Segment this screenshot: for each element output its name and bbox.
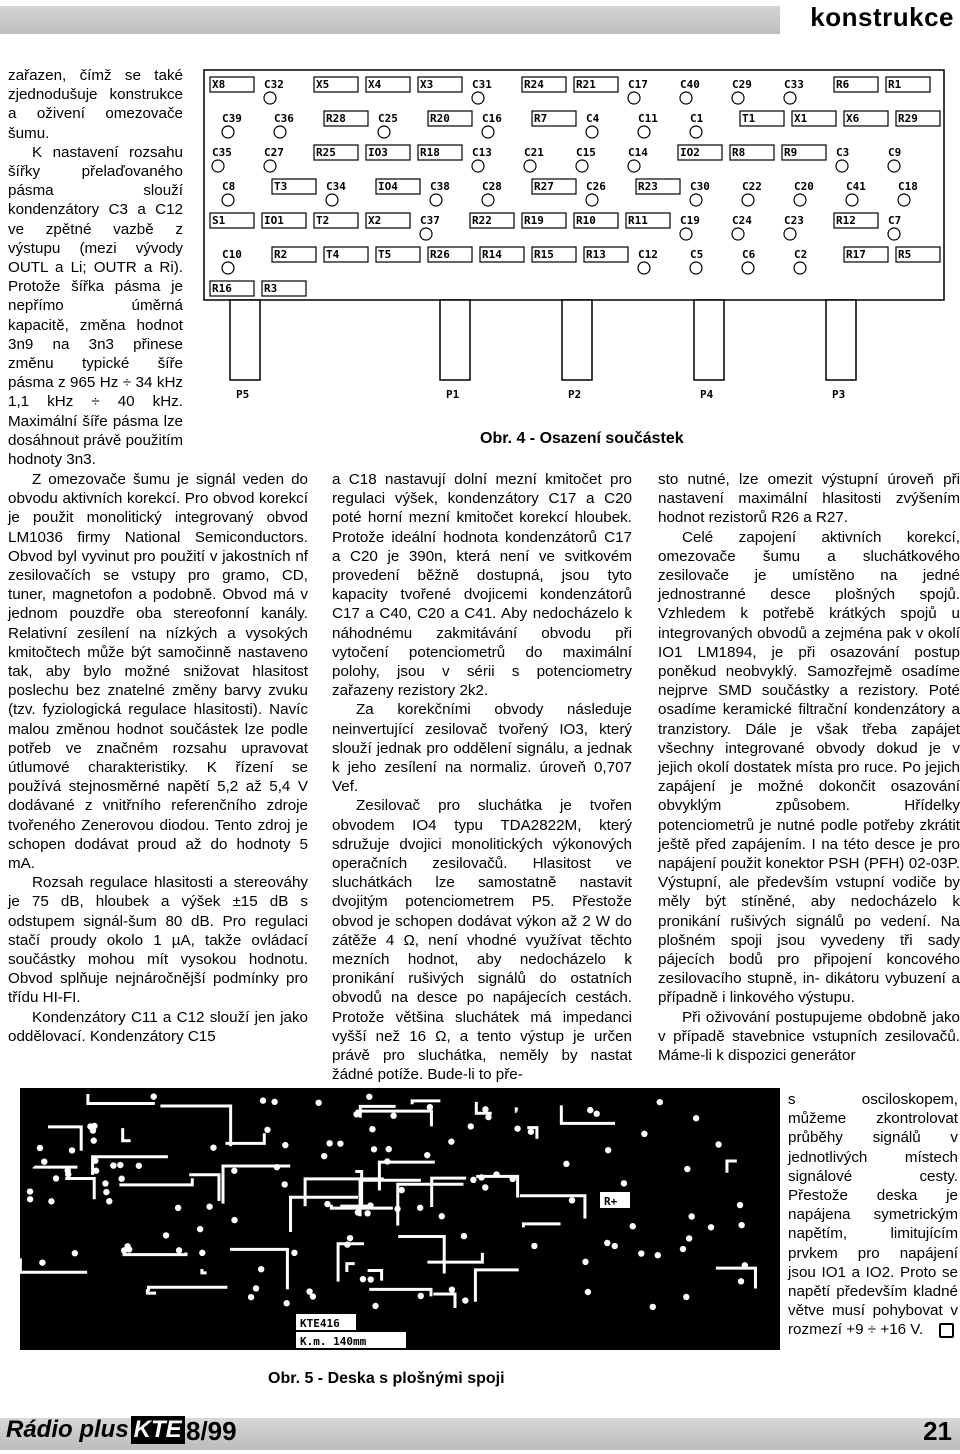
component-label: R24 bbox=[524, 78, 544, 91]
pcb-pad bbox=[371, 1146, 377, 1152]
pcb-pad bbox=[136, 1163, 142, 1169]
pcb-pad bbox=[337, 1140, 343, 1146]
pcb-figure bbox=[20, 1082, 780, 1358]
page-footer bbox=[0, 1414, 960, 1454]
component-label: C29 bbox=[732, 78, 752, 91]
pcb-pad bbox=[448, 1138, 454, 1144]
pcb-pad bbox=[163, 1232, 169, 1238]
component-label: R21 bbox=[576, 78, 596, 91]
component-label: S1 bbox=[212, 214, 226, 227]
component-label: C28 bbox=[482, 180, 502, 193]
pcb-pad bbox=[738, 1222, 744, 1228]
pcb-pad bbox=[582, 1259, 588, 1265]
pcb-pad bbox=[231, 1217, 237, 1223]
pcb-pad bbox=[461, 1233, 467, 1239]
component-label: C19 bbox=[680, 214, 700, 227]
component-label: R23 bbox=[638, 180, 658, 193]
component-label: C14 bbox=[628, 146, 648, 159]
component-label: R5 bbox=[898, 248, 912, 261]
paragraph-text: s osciloskopem, můžeme zkontrolovat průběhy signálů v jednotlivých místech signálové cesty. Přestože deska je napájena symetrickým napětím, limitujícím prvkem pro napájení jsou IO1 a IO2. Proto se napětí především kladné větve musí pohybovat v rozmezí +9 ÷ +16 V. bbox=[788, 1091, 958, 1339]
pcb-pad bbox=[449, 1286, 455, 1292]
component-label: C9 bbox=[888, 146, 902, 159]
article-column-1-top bbox=[8, 66, 183, 469]
article-column-1-bottom bbox=[8, 470, 308, 1046]
pcb-pad bbox=[398, 1187, 404, 1193]
component-label: C12 bbox=[638, 248, 658, 261]
pcb-pad bbox=[324, 1201, 330, 1207]
component-label: R11 bbox=[628, 214, 648, 227]
pcb-pad bbox=[258, 1266, 264, 1272]
component-label: R13 bbox=[586, 248, 606, 261]
component-label: R18 bbox=[420, 146, 440, 159]
pcb-pad bbox=[106, 1198, 112, 1204]
pcb-pad bbox=[27, 1196, 33, 1202]
component-label: T3 bbox=[274, 180, 288, 193]
component-label: C15 bbox=[576, 146, 596, 159]
potentiometer-label: P5 bbox=[236, 388, 250, 401]
pcb-pad bbox=[680, 1246, 686, 1252]
component-label: R25 bbox=[316, 146, 336, 159]
pcb-pad bbox=[470, 1177, 476, 1183]
pcb-pad bbox=[368, 1276, 374, 1282]
section-title: konstrukce bbox=[810, 2, 954, 32]
pcb-pad bbox=[103, 1189, 109, 1195]
component-label: C1 bbox=[690, 112, 704, 125]
pcb-pad bbox=[151, 1093, 157, 1099]
pcb-pad bbox=[621, 1180, 627, 1186]
pcb-pad bbox=[283, 1300, 289, 1306]
pcb-pad bbox=[197, 1226, 203, 1232]
component-label: IO3 bbox=[368, 146, 388, 159]
component-label: C37 bbox=[420, 214, 440, 227]
pcb-trace bbox=[340, 1205, 367, 1206]
pcb-pad bbox=[124, 1243, 130, 1249]
issue-number: 8/99 bbox=[186, 1416, 237, 1446]
pcb-pad bbox=[630, 1223, 636, 1229]
pcb-pad bbox=[369, 1126, 375, 1132]
pcb-pad bbox=[482, 1184, 488, 1190]
paragraph: Za korekčními obvody následuje neinvertující zesilovač tvořený IO3, který slouží jednak pro oddělení signálu, a jednak k jeho zesílení na normaliz. úroveň 0,707 Vef. bbox=[332, 701, 632, 796]
pcb-pad bbox=[594, 1111, 600, 1117]
component-label: C38 bbox=[430, 180, 450, 193]
pcb-pad bbox=[569, 1197, 575, 1203]
paragraph: a C18 nastavují dolní mezní kmitočet pro regulaci výšek, kondenzátory C17 a C20 poté horní mezní kmitočet korekcí hloubek. Protože ideální hodnota kondenzátorů C17 a C20 je 390n, která není ve svitkovém provedení běžně dostupná, jsou tyto kapacity tvořené dvojicemi kondenzátorů C17 a C40, C20 a C41. Aby nedocházelo k náhodnému zakmitávání obvodu při vytočení potenciometrů do maximální polohy, jsou v sérii s potenciometry zařazeny rezistory 2k2. bbox=[332, 471, 632, 700]
component-label: T1 bbox=[742, 112, 756, 125]
component-label: C7 bbox=[888, 214, 902, 227]
component-label: C39 bbox=[222, 112, 242, 125]
component-label: C32 bbox=[264, 78, 284, 91]
component-label: R17 bbox=[846, 248, 866, 261]
page-number: 21 bbox=[923, 1416, 952, 1446]
component-label: T4 bbox=[326, 248, 340, 261]
pcb-pad bbox=[366, 1094, 372, 1100]
component-label: C30 bbox=[690, 180, 710, 193]
component-label: R12 bbox=[836, 214, 856, 227]
pcb-pad bbox=[372, 1303, 378, 1309]
pcb-label-kte416: KTE416 bbox=[300, 1317, 340, 1330]
component-label: C2 bbox=[794, 248, 808, 261]
end-of-article-icon bbox=[939, 1323, 954, 1338]
pcb-pad bbox=[65, 1167, 71, 1173]
pcb-pad bbox=[91, 1137, 97, 1143]
component-label: C31 bbox=[472, 78, 492, 91]
pcb-pad bbox=[271, 1099, 277, 1105]
component-label: C3 bbox=[836, 146, 850, 159]
pcb-pad bbox=[175, 1205, 181, 1211]
pcb-pad bbox=[260, 1097, 266, 1103]
article-column-2 bbox=[332, 470, 632, 1085]
paragraph: Zesilovač pro sluchátka je tvořen obvodem IO4 typu TDA2822M, který sdružuje dvojici monolitických výkonových operačních zesilovačů. Hlasitost ve sluchátkách lze samostatně nastavit dvojitým potenciometrem P5. Přestože obvod je schopen dodávat výkon až 2 W do zátěže 4 Ω, není vhodné využívat těchto mezních hodnot, aby nedocházelo k pronikání rušivých signálů do ostatních obvodů na desce po napájecích cestách. Protože většina sluchátek má impedanci vyšší než 16 Ω, a tento výstup je určen právě pro sluchátka, neměly by nastat žádné potíže. Bude-li to pře- bbox=[332, 797, 632, 1084]
component-label: C13 bbox=[472, 146, 492, 159]
component-label: R16 bbox=[212, 282, 232, 295]
pcb-pad bbox=[638, 1250, 644, 1256]
pcb-pad bbox=[53, 1175, 59, 1181]
pcb-pad bbox=[715, 1141, 721, 1147]
pcb-pad bbox=[93, 1168, 99, 1174]
pcb-pad bbox=[306, 1288, 312, 1294]
magazine-name bbox=[6, 1416, 185, 1444]
component-label: C41 bbox=[846, 180, 866, 193]
component-label: R9 bbox=[784, 146, 798, 159]
pcb-pad bbox=[418, 1293, 424, 1299]
pcb-pad bbox=[657, 1099, 663, 1105]
pcb-pad bbox=[364, 1210, 370, 1216]
pcb-pad bbox=[48, 1198, 54, 1204]
pcb-pad bbox=[605, 1147, 611, 1153]
component-label: C21 bbox=[524, 146, 544, 159]
component-layout-figure bbox=[190, 62, 960, 447]
pcb-pad bbox=[92, 1158, 98, 1164]
pcb-pad bbox=[737, 1202, 743, 1208]
pcb-pad bbox=[176, 1247, 182, 1253]
component-label: C24 bbox=[732, 214, 752, 227]
pcb-pad bbox=[27, 1188, 33, 1194]
pcb-pad bbox=[248, 1294, 254, 1300]
article-column-3-bottom bbox=[788, 1090, 958, 1340]
pcb-pad bbox=[528, 1129, 534, 1135]
pcb-pad bbox=[384, 1158, 390, 1164]
component-label: T2 bbox=[316, 214, 330, 227]
component-label: C6 bbox=[742, 248, 756, 261]
pcb-pad bbox=[531, 1243, 537, 1249]
pcb-pad bbox=[738, 1278, 744, 1284]
pcb-label-scale: K.m. 140mm bbox=[300, 1335, 367, 1348]
component-label: C27 bbox=[264, 146, 284, 159]
component-label: R14 bbox=[482, 248, 502, 261]
component-label: IO4 bbox=[378, 180, 398, 193]
component-label: R2 bbox=[274, 248, 288, 261]
pcb-pad bbox=[210, 1144, 216, 1150]
component-label: R28 bbox=[326, 112, 346, 125]
pcb-pad bbox=[353, 1111, 359, 1117]
component-label: R26 bbox=[430, 248, 450, 261]
header-bar bbox=[0, 6, 780, 34]
pcb-pad bbox=[199, 1250, 205, 1256]
pcb-pad bbox=[641, 1131, 647, 1137]
pcb-pad bbox=[514, 1125, 520, 1131]
component-label: X8 bbox=[212, 78, 226, 91]
pcb-pad bbox=[69, 1147, 75, 1153]
pcb-pad bbox=[118, 1176, 124, 1182]
potentiometer-label: P1 bbox=[446, 388, 460, 401]
paragraph: zařazen, čímž se také zjednodušuje konstrukce a oživení omezovače šumu. bbox=[8, 67, 183, 142]
paragraph: sto nutné, lze omezit výstupní úroveň při nastavení maximální hlasitosti zvýšením hodnot rezistorů R26 a R27. bbox=[658, 471, 960, 527]
component-label: R8 bbox=[732, 146, 746, 159]
paragraph: Z omezovače šumu je signál veden do obvodu aktivních korekcí. Pro obvod korekcí je použit monolitický integrovaný obvod LM1036 firmy National Semiconductors. Obvod byl vyvinut pro použití v jakostních nf zesilovačích se vstupy pro gramo, CD, tuner, magnetofon a podobně. Obvod má v jednom pouzdře oba stereofonní kanály. Relativní zesílení na nízkých a vysokých kmitočtech může být samočinně nastaveno tak, aby bylo možné snižovat hlasitost poslechu bez znatelné změny barvy zvuku (tzv. fyziologická regulace hlasitosti). Navíc malou změnou hodnot součástek lze podle potřeb ve značném rozsahu upravovat útlumové charakteristiky. K řízení se používá stejnosměrné napětí 5,2 až 5,4 V dodávané z vnitřního referenčního zdroje tvořeného Zenerovou diodou. Tento zdroj je schopen dodávat proud až do hodnoty 5 mA. bbox=[8, 471, 308, 873]
component-label: R6 bbox=[836, 78, 850, 91]
component-label: X3 bbox=[420, 78, 434, 91]
pcb-pad bbox=[439, 1213, 445, 1219]
pcb-pad bbox=[510, 1176, 516, 1182]
component-label: C16 bbox=[482, 112, 502, 125]
component-label: C26 bbox=[586, 180, 606, 193]
component-label: R27 bbox=[534, 180, 554, 193]
pcb-label-rplus: R+ bbox=[604, 1195, 618, 1208]
pcb-pad bbox=[39, 1259, 45, 1265]
pcb-pad bbox=[117, 1162, 123, 1168]
pcb-pad bbox=[344, 1241, 350, 1247]
pcb-pad bbox=[355, 1209, 361, 1215]
component-label: IO2 bbox=[680, 146, 700, 159]
pcb-pad bbox=[686, 1235, 692, 1241]
paragraph: Rozsah regulace hlasitosti a stereováhy je 75 dB, hloubek a výšek ±15 dB s odstupem signál-šum 80 dB. Pro regulaci stačí proudy okolo 1 µA, takže ovládací součástky mohou mít vysokou hodnotu. Obvod splňuje nejnáročnější podmínky pro třídu HI-FI. bbox=[8, 874, 308, 1007]
component-label: C34 bbox=[326, 180, 346, 193]
paragraph bbox=[788, 1090, 958, 1340]
component-layout-drawing bbox=[190, 62, 960, 412]
pcb-pad bbox=[41, 1158, 47, 1164]
pcb-pad bbox=[281, 1181, 287, 1187]
component-label: C17 bbox=[628, 78, 648, 91]
pcb-pad bbox=[110, 1162, 116, 1168]
component-label: C35 bbox=[212, 146, 232, 159]
paragraph: K nastavení rozsahu šířky přelaďovaného pásma slouží kondenzátory C3 a C12 ve zpětné vazbě z výstupu (mezi vývody OUTL a Li; OUTR a Ri). Protože šířka pásma je nepřímo úměrná kapacitě, změna hodnot 3n9 na 3n3 přinese změnu typické šíře pásma z 965 Hz ÷ 34 kHz 1,1 kHz ÷ 40 kHz. Maximální šíře pásma lze dosáhnout právě použitím hodnoty 3n3. bbox=[8, 143, 183, 469]
kte-logo: KTE bbox=[131, 1416, 185, 1444]
pcb-pad bbox=[321, 1153, 327, 1159]
potentiometer-label: P4 bbox=[700, 388, 714, 401]
pcb-pad bbox=[688, 1213, 694, 1219]
component-label: R15 bbox=[534, 248, 554, 261]
pcb-pad bbox=[482, 1106, 488, 1112]
pcb-pad bbox=[360, 1276, 366, 1282]
component-label: C20 bbox=[794, 180, 814, 193]
component-label: C5 bbox=[690, 248, 704, 261]
pcb-drawing bbox=[20, 1082, 780, 1358]
pcb-pad bbox=[655, 1252, 661, 1258]
pcb-pad bbox=[347, 1235, 353, 1241]
pcb-pad bbox=[478, 1174, 484, 1180]
component-label: R22 bbox=[472, 214, 492, 227]
pcb-pad bbox=[367, 1202, 373, 1208]
component-label: X5 bbox=[316, 78, 330, 91]
pcb-pad bbox=[315, 1100, 321, 1106]
paragraph: Celé zapojení aktivních korekcí, omezovače šumu a sluchátkového zesilovače je umístěno na jedné jednostranné desce plošných spojů. Vzhledem k potřebě krátkých spojů u integrovaných obvodů a zejména pak v okolí IO1 LM1894, je při osazování postup poněkud neobvyklý. Samozřejmě osadíme nejprve SMD součástky a rezistory. Poté osadíme keramické filtrační kondenzátory a tranzistory. Dále je však třeba zapájet všechny integrované obvody dokud je v jejich okolí dostatek místa pro ruce. Po jejich zapájení je možné dokončit osazování obvyklým způsobem. Hřídelky potenciometrů je nutné podle potřeby zkrátit ještě před zapájením. I na této desce je pro napájení použit konektor PSH (PFH) 02-03P. Výstupní, ale především vstupní vodiče by měly být stíněné, aby nedocházelo k pronikání rušivých signálů po vedení. Na plošném spoji jsou vyvedeny tři sady pájecích bodů pro připojení koncového zesilovacího stupně, in- dikátoru vybuzení a případně i linkového výstupu. bbox=[658, 528, 960, 1007]
article-column-3-top bbox=[658, 470, 960, 1065]
pcb-pad bbox=[427, 1104, 433, 1110]
paragraph: Kondenzátory C11 a C12 slouží jen jako oddělovací. Kondenzátory C15 bbox=[8, 1008, 308, 1045]
component-label: X2 bbox=[368, 214, 382, 227]
figure-5-caption: Obr. 5 - Deska s plošnými spoji bbox=[268, 1370, 505, 1387]
component-label: R1 bbox=[888, 78, 902, 91]
pcb-pad bbox=[468, 1123, 474, 1129]
component-label: T5 bbox=[378, 248, 392, 261]
pcb-pad bbox=[206, 1203, 212, 1209]
pcb-pad bbox=[231, 1168, 237, 1174]
pcb-pad bbox=[612, 1243, 618, 1249]
pcb-pad bbox=[585, 1289, 591, 1295]
component-label: C11 bbox=[638, 112, 658, 125]
component-label: C18 bbox=[898, 180, 918, 193]
pcb-pad bbox=[417, 1205, 423, 1211]
pcb-pad bbox=[708, 1224, 714, 1230]
pcb-pad bbox=[650, 1304, 656, 1310]
component-label: C36 bbox=[274, 112, 294, 125]
page-header bbox=[0, 0, 960, 40]
pcb-pad bbox=[386, 1146, 392, 1152]
component-label: C23 bbox=[784, 214, 804, 227]
pcb-pad bbox=[684, 1166, 690, 1172]
pcb-pad bbox=[424, 1152, 430, 1158]
pcb-pad bbox=[394, 1206, 400, 1212]
pcb-pad bbox=[274, 1164, 280, 1170]
pcb-pad bbox=[282, 1142, 288, 1148]
component-label: C33 bbox=[784, 78, 804, 91]
component-label: C25 bbox=[378, 112, 398, 125]
pcb-pad bbox=[683, 1294, 689, 1300]
pcb-pad bbox=[72, 1250, 78, 1256]
pcb-pad bbox=[37, 1145, 43, 1151]
component-label: R3 bbox=[264, 282, 278, 295]
potentiometer-label: P2 bbox=[568, 388, 582, 401]
component-label: IO1 bbox=[264, 214, 284, 227]
pcb-pad bbox=[291, 1250, 297, 1256]
figure-4-caption: Obr. 4 - Osazení součástek bbox=[480, 430, 684, 447]
component-label: R7 bbox=[534, 112, 548, 125]
pcb-pad bbox=[253, 1285, 259, 1291]
pcb-pad bbox=[742, 1262, 748, 1268]
component-label: C4 bbox=[586, 112, 600, 125]
component-label: C10 bbox=[222, 248, 242, 261]
pcb-pad bbox=[390, 1113, 396, 1119]
paragraph: Při oživování postupujeme obdobně jako v případě stavebnice vstupních zesilovačů. Máme-li k dispozici generátor bbox=[658, 1008, 960, 1065]
pcb-pad bbox=[604, 1240, 610, 1246]
component-label: R19 bbox=[524, 214, 544, 227]
pcb-pad bbox=[264, 1127, 270, 1133]
component-label: R10 bbox=[576, 214, 596, 227]
pcb-pad bbox=[587, 1107, 593, 1113]
pcb-pad bbox=[87, 1123, 93, 1129]
component-label: R29 bbox=[898, 112, 918, 125]
component-label: C22 bbox=[742, 180, 762, 193]
component-label: X4 bbox=[368, 78, 382, 91]
pcb-pad bbox=[326, 1140, 332, 1146]
component-label: R20 bbox=[430, 112, 450, 125]
pcb-pad bbox=[693, 1115, 699, 1121]
component-label: X1 bbox=[794, 112, 808, 125]
potentiometer-label: P3 bbox=[832, 388, 846, 401]
pcb-pad bbox=[462, 1297, 468, 1303]
pcb-pad bbox=[493, 1171, 499, 1177]
pcb-pad bbox=[485, 1114, 491, 1120]
pcb-pad bbox=[563, 1161, 569, 1167]
component-label: C40 bbox=[680, 78, 700, 91]
pcb-pad bbox=[102, 1180, 108, 1186]
magazine-title: Rádio plus bbox=[6, 1416, 129, 1443]
component-label: X6 bbox=[846, 112, 860, 125]
component-label: C8 bbox=[222, 180, 236, 193]
